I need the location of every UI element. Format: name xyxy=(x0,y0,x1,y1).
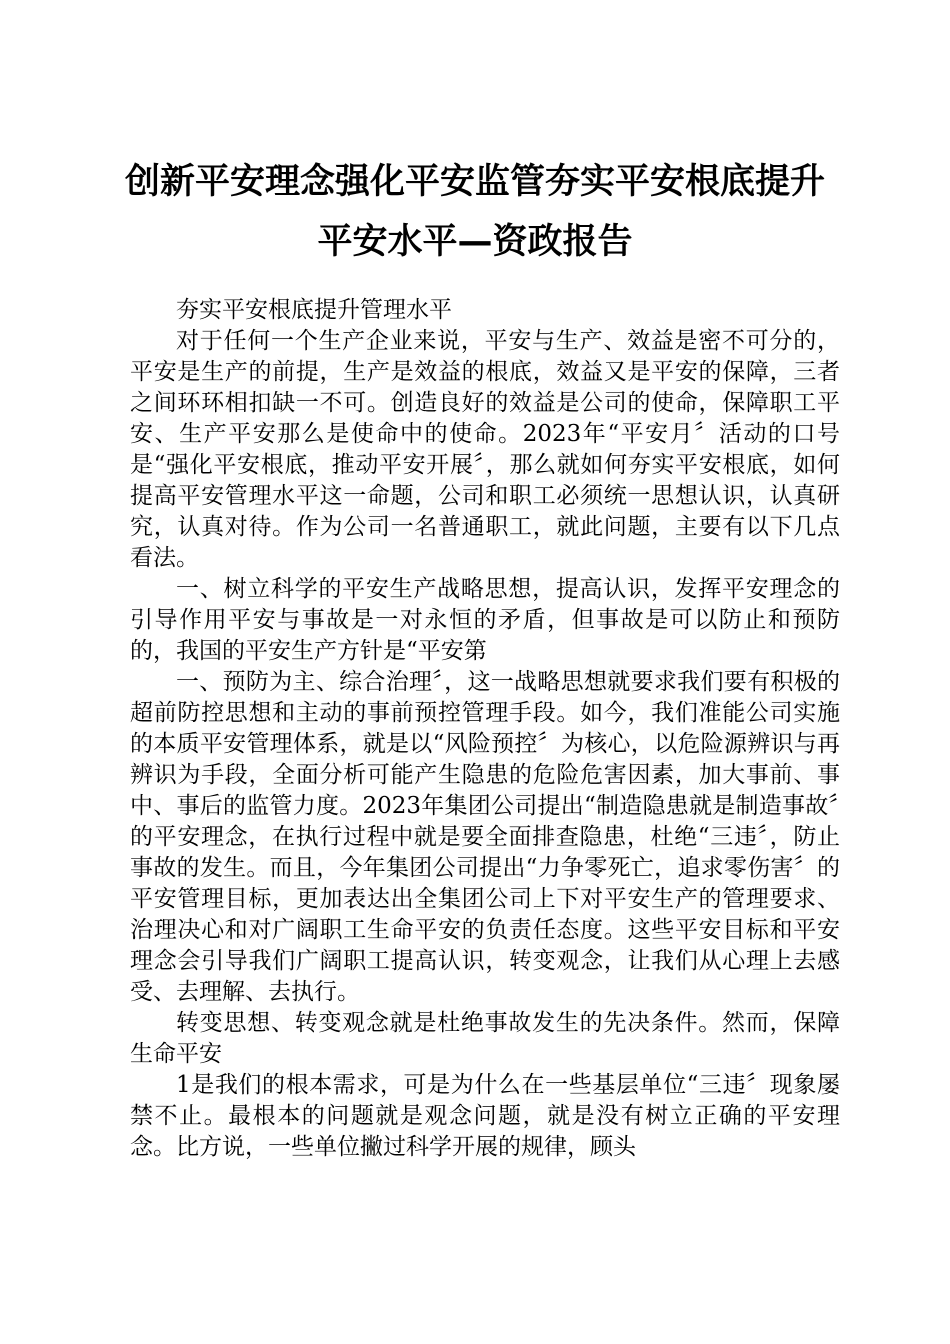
paragraph: 一、预防为主、综合治理〞，这一战略思想就要求我们要有积极的超前防控思想和主动的事前预控管理手段。如今，我们准能公司实施的本质平安管理体系，就是以“风险预控〞为核心，以危险源辨识与再辨识为手段，全面分析可能产生隐患的危险危害因素，加大事前、事中、事后的监管力度。2023年集团公司提出“制造隐患就是制造事故〞的平安理念，在执行过程中就是要全面排查隐患，杜绝“三违〞，防止事故的发生。而且，今年集团公司提出“力争零死亡，追求零伤害〞的平安管理目标，更加表达出全集团公司上下对平安生产的管理要求、治理决心和对广阔职工生命平安的负责任态度。这些平安目标和平安理念会引导我们广阔职工提高认识，转变观念，让我们从心理上去感受、去理解、去执行。 xyxy=(130,669,840,1005)
paragraph: 对于任何一个生产企业来说，平安与生产、效益是密不可分的，平安是生产的前提，生产是效益的根底，效益又是平安的保障，三者之间环环相扣缺一不可。创造良好的效益是公司的使命，保障职工平安、生产平安那么是使命中的使命。2023年“平安月〞活动的口号是“强化平安根底，推动平安开展〞，那么就如何夯实平安根底，如何提高平安管理水平这一命题，公司和职工必须统一思想认识，认真研究，认真对待。作为公司一名普通职工，就此问题，主要有以下几点看法。 xyxy=(130,328,840,571)
document-title-line-1: 创新平安理念强化平安监管夯实平安根底提升 xyxy=(124,162,825,202)
paragraph-subtitle: 夯实平安根底提升管理水平 xyxy=(176,297,452,323)
document-title-line-2: 平安水平—资政报告 xyxy=(317,222,633,262)
document-body xyxy=(130,295,840,1163)
paragraph: 转变思想、转变观念就是杜绝事故发生的先决条件。然而，保障生命平安 xyxy=(130,1010,840,1067)
paragraph: 一、树立科学的平安生产战略思想，提高认识，发挥平安理念的引导作用平安与事故是一对永恒的矛盾，但事故是可以防止和预防的，我国的平安生产方针是“平安第 xyxy=(130,576,840,664)
paragraph: 1是我们的根本需求，可是为什么在一些基层单位“三违〞现象屡禁不止。最根本的问题就是观念问题，就是没有树立正确的平安理念。比方说，一些单位撇过科学开展的规律，顾头 xyxy=(130,1072,840,1160)
